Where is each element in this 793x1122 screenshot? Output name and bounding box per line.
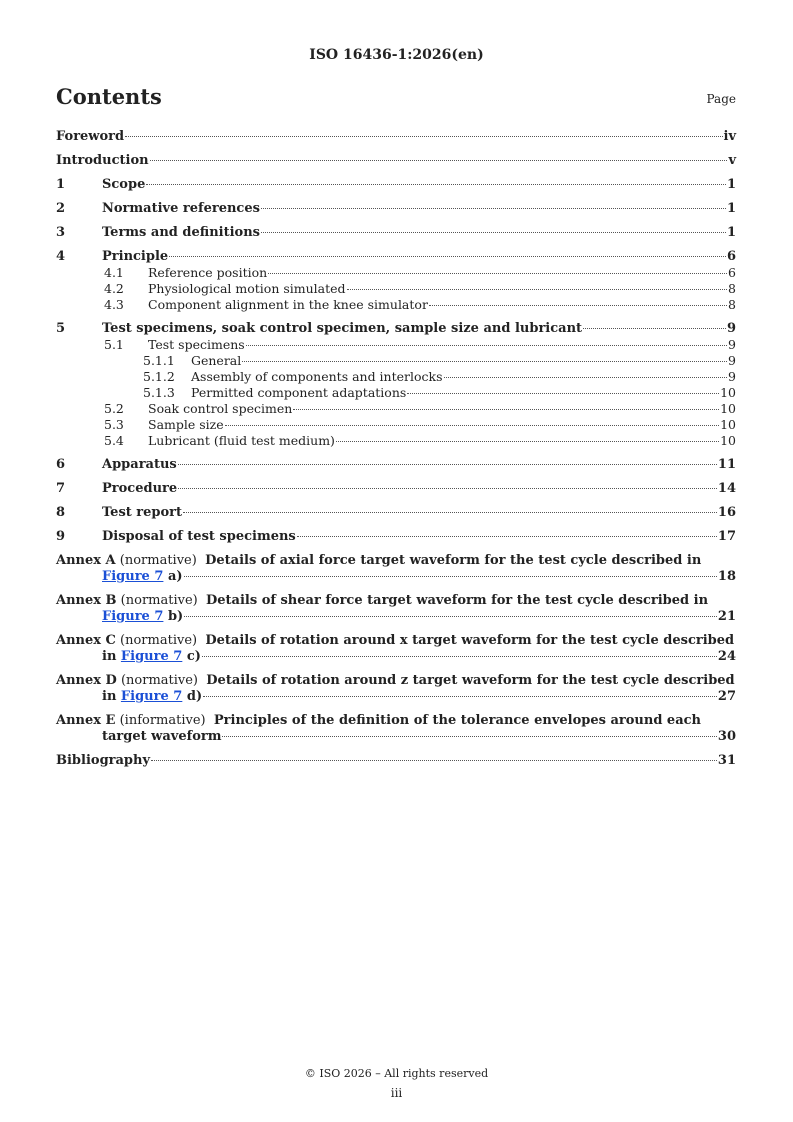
annex-second-line	[56, 609, 736, 625]
toc-entry-page: 18	[717, 569, 736, 584]
table-of-contents	[56, 129, 736, 777]
toc-subentry-5-4[interactable]	[56, 433, 736, 457]
toc-subentry-5-1[interactable]	[56, 337, 736, 353]
toc-subentry-4-3[interactable]	[56, 297, 736, 321]
toc-subentry-5-1-2[interactable]	[56, 369, 736, 385]
toc-entry-number: 3	[56, 225, 66, 240]
annex-heading-line	[56, 593, 736, 609]
toc-leader-dots	[297, 536, 717, 537]
annex-figure-ref	[102, 689, 202, 705]
toc-entry-title: Reference position	[148, 265, 268, 280]
annex-in-word: in	[102, 689, 117, 704]
toc-leader-dots	[347, 289, 728, 290]
annex-title-continued: target waveform	[102, 729, 222, 744]
toc-subentry-5-3[interactable]	[56, 417, 736, 433]
toc-subentry-5-1-3[interactable]	[56, 385, 736, 401]
toc-leader-dots	[183, 512, 717, 513]
toc-entry-procedure[interactable]	[56, 481, 736, 505]
toc-entry-foreword[interactable]	[56, 129, 736, 153]
toc-leader-dots	[222, 736, 716, 737]
toc-entry-apparatus[interactable]	[56, 457, 736, 481]
toc-entry-number: 5.2	[104, 401, 124, 416]
toc-entry-page: 8	[728, 281, 736, 296]
toc-entry-page: v	[728, 153, 736, 168]
figure-subpart: d)	[186, 689, 203, 704]
toc-entry-title: Apparatus	[102, 457, 177, 472]
toc-leader-dots	[203, 696, 717, 697]
toc-subentry-5-1-1[interactable]	[56, 353, 736, 369]
toc-entry-number: 7	[56, 481, 66, 496]
toc-subentry-5-2[interactable]	[56, 401, 736, 417]
annex-label: Annex D	[56, 673, 117, 688]
toc-entry-title: Foreword	[56, 129, 125, 144]
toc-entry-title: Test specimens	[148, 337, 245, 352]
page-column-label: Page	[706, 92, 736, 106]
toc-leader-dots	[268, 273, 727, 274]
figure-7-link[interactable]: Figure 7	[102, 609, 164, 624]
toc-entry-title: Normative references	[102, 201, 260, 216]
toc-entry-title: Lubricant (fluid test medium)	[148, 433, 335, 448]
annex-title: Details of rotation around x target waveform for the test cycle described	[205, 633, 735, 648]
page-number: iii	[390, 1086, 403, 1100]
toc-entry-page: 1	[726, 177, 736, 192]
annex-type: (normative)	[120, 673, 199, 688]
toc-entry-number: 5.4	[104, 433, 124, 448]
toc-entry-title: Component alignment in the knee simulator	[148, 297, 428, 312]
toc-entry-page: 10	[720, 433, 736, 448]
toc-entry-number: 5.3	[104, 417, 124, 432]
toc-entry-page: 21	[717, 609, 736, 624]
toc-entry-title: Introduction	[56, 153, 149, 168]
annex-label: Annex A	[56, 553, 116, 568]
annex-label: Annex E	[56, 713, 116, 728]
toc-leader-dots	[429, 305, 727, 306]
toc-entry-title: Sample size	[148, 417, 224, 432]
toc-entry-scope[interactable]	[56, 177, 736, 201]
toc-entry-page: 10	[720, 401, 736, 416]
toc-entry-title: Disposal of test specimens	[102, 529, 296, 544]
toc-entry-number: 5.1.1	[143, 353, 175, 368]
toc-leader-dots	[184, 616, 717, 617]
figure-7-link[interactable]: Figure 7	[120, 649, 183, 664]
toc-entry-introduction[interactable]	[56, 153, 736, 177]
toc-entry-title: Assembly of components and interlocks	[191, 369, 443, 384]
toc-entry-title: Procedure	[102, 481, 178, 496]
toc-leader-dots	[125, 136, 722, 137]
toc-entry-number: 5.1.2	[143, 369, 175, 384]
annex-type: (normative)	[120, 633, 198, 648]
toc-entry-title: Test specimens, soak control specimen, sample size and lubricant	[102, 321, 583, 336]
toc-entry-disposal[interactable]	[56, 529, 736, 553]
toc-entry-number: 4.2	[104, 281, 124, 296]
toc-leader-dots	[151, 760, 717, 761]
toc-entry-title: General	[191, 353, 242, 368]
toc-entry-page: 1	[726, 201, 736, 216]
toc-entry-number: 4.1	[104, 265, 124, 280]
toc-leader-dots	[261, 208, 726, 209]
toc-entry-page: 9	[728, 337, 736, 352]
annex-title: Principles of the definition of the tolerance envelopes around each	[213, 713, 701, 728]
toc-leader-dots	[246, 345, 727, 346]
toc-entry-page: 10	[720, 417, 736, 432]
annex-second-line	[56, 569, 736, 585]
toc-entry-bibliography[interactable]	[56, 753, 736, 777]
annex-heading-line	[56, 713, 736, 729]
figure-7-link[interactable]: Figure 7	[120, 689, 183, 704]
toc-subentry-4-2[interactable]	[56, 281, 736, 297]
toc-entry-page: 31	[717, 753, 736, 768]
toc-entry-page: 1	[726, 225, 736, 240]
toc-entry-page: 8	[728, 297, 736, 312]
toc-leader-dots	[202, 656, 717, 657]
toc-entry-page: 27	[717, 689, 736, 704]
annex-title: Details of axial force target waveform for the test cycle described in	[205, 553, 702, 568]
toc-entry-number: 8	[56, 505, 66, 520]
annex-figure-ref	[102, 609, 183, 625]
annex-in-word: in	[102, 649, 117, 664]
toc-entry-number: 5.1.3	[143, 385, 175, 400]
annex-figure-ref	[102, 569, 183, 585]
annex-heading-line	[56, 673, 736, 689]
toc-leader-dots	[150, 160, 728, 161]
toc-entry-number: 4.3	[104, 297, 124, 312]
toc-entry-annex-a[interactable]	[56, 553, 736, 593]
toc-leader-dots	[178, 464, 717, 465]
toc-entry-page: 14	[717, 481, 736, 496]
toc-leader-dots	[583, 328, 726, 329]
toc-entry-test-specimens[interactable]	[56, 321, 736, 337]
annex-heading-line	[56, 633, 736, 649]
toc-entry-page: 11	[717, 457, 736, 472]
annex-heading-line	[56, 553, 736, 569]
toc-entry-terms-definitions[interactable]	[56, 225, 736, 249]
toc-entry-page: 16	[717, 505, 736, 520]
toc-entry-normative-references[interactable]	[56, 201, 736, 225]
toc-entry-annex-c[interactable]	[56, 633, 736, 673]
annex-second-line	[56, 689, 736, 705]
toc-entry-page: 10	[720, 385, 736, 400]
toc-entry-title: Test report	[102, 505, 183, 520]
toc-entry-number: 1	[56, 177, 66, 192]
annex-label: Annex C	[56, 633, 116, 648]
toc-entry-page: 24	[717, 649, 736, 664]
annex-title: Details of rotation around z target waveform for the test cycle described	[206, 673, 735, 688]
toc-entry-page: 9	[728, 369, 736, 384]
annex-figure-ref	[102, 649, 201, 665]
toc-leader-dots	[336, 441, 719, 442]
toc-leader-dots	[225, 425, 719, 426]
toc-entry-title: Scope	[102, 177, 146, 192]
toc-entry-principle[interactable]	[56, 249, 736, 265]
toc-entry-annex-d[interactable]	[56, 673, 736, 713]
toc-entry-page: 6	[728, 265, 736, 280]
toc-entry-title: Principle	[102, 249, 169, 264]
toc-entry-number: 5.1	[104, 337, 124, 352]
toc-entry-number: 2	[56, 201, 66, 216]
toc-entry-number: 4	[56, 249, 66, 264]
annex-label: Annex B	[56, 593, 117, 608]
toc-entry-title: Terms and definitions	[102, 225, 260, 240]
toc-leader-dots	[146, 184, 726, 185]
toc-entry-page: 9	[728, 353, 736, 368]
toc-entry-test-report[interactable]	[56, 505, 736, 529]
figure-7-link[interactable]: Figure 7	[102, 569, 164, 584]
toc-leader-dots	[169, 256, 726, 257]
toc-entry-annex-b[interactable]	[56, 593, 736, 633]
toc-leader-dots	[184, 576, 717, 577]
toc-entry-title: Soak control specimen	[148, 401, 293, 416]
annex-title: Details of shear force target waveform for the test cycle described in	[206, 593, 709, 608]
annex-type: (normative)	[120, 593, 198, 608]
toc-entry-page: 9	[726, 321, 736, 336]
toc-entry-title: Bibliography	[56, 753, 151, 768]
toc-entry-page: iv	[723, 129, 736, 144]
toc-leader-dots	[242, 361, 727, 362]
toc-entry-page: 17	[717, 529, 736, 544]
toc-entry-number: 9	[56, 529, 66, 544]
toc-leader-dots	[444, 377, 728, 378]
toc-entry-number: 5	[56, 321, 66, 336]
toc-leader-dots	[407, 393, 719, 394]
annex-type: (informative)	[119, 713, 206, 728]
toc-entry-number: 6	[56, 457, 66, 472]
copyright-notice: © ISO 2026 – All rights reserved	[304, 1067, 489, 1080]
annex-second-line	[56, 729, 736, 745]
toc-leader-dots	[293, 409, 719, 410]
page-title: Contents	[56, 84, 162, 109]
figure-subpart: a)	[167, 569, 183, 584]
toc-leader-dots	[261, 232, 726, 233]
annex-second-line	[56, 649, 736, 665]
toc-entry-page: 6	[726, 249, 736, 264]
toc-entry-title: Permitted component adaptations	[191, 385, 407, 400]
toc-entry-title: Physiological motion simulated	[148, 281, 346, 296]
toc-leader-dots	[178, 488, 717, 489]
toc-entry-page: 30	[717, 729, 736, 744]
toc-entry-annex-e[interactable]	[56, 713, 736, 753]
figure-subpart: b)	[167, 609, 184, 624]
document-id: ISO 16436-1:2026(en)	[309, 47, 484, 63]
figure-subpart: c)	[186, 649, 201, 664]
annex-type: (normative)	[119, 553, 197, 568]
toc-subentry-4-1[interactable]	[56, 265, 736, 281]
